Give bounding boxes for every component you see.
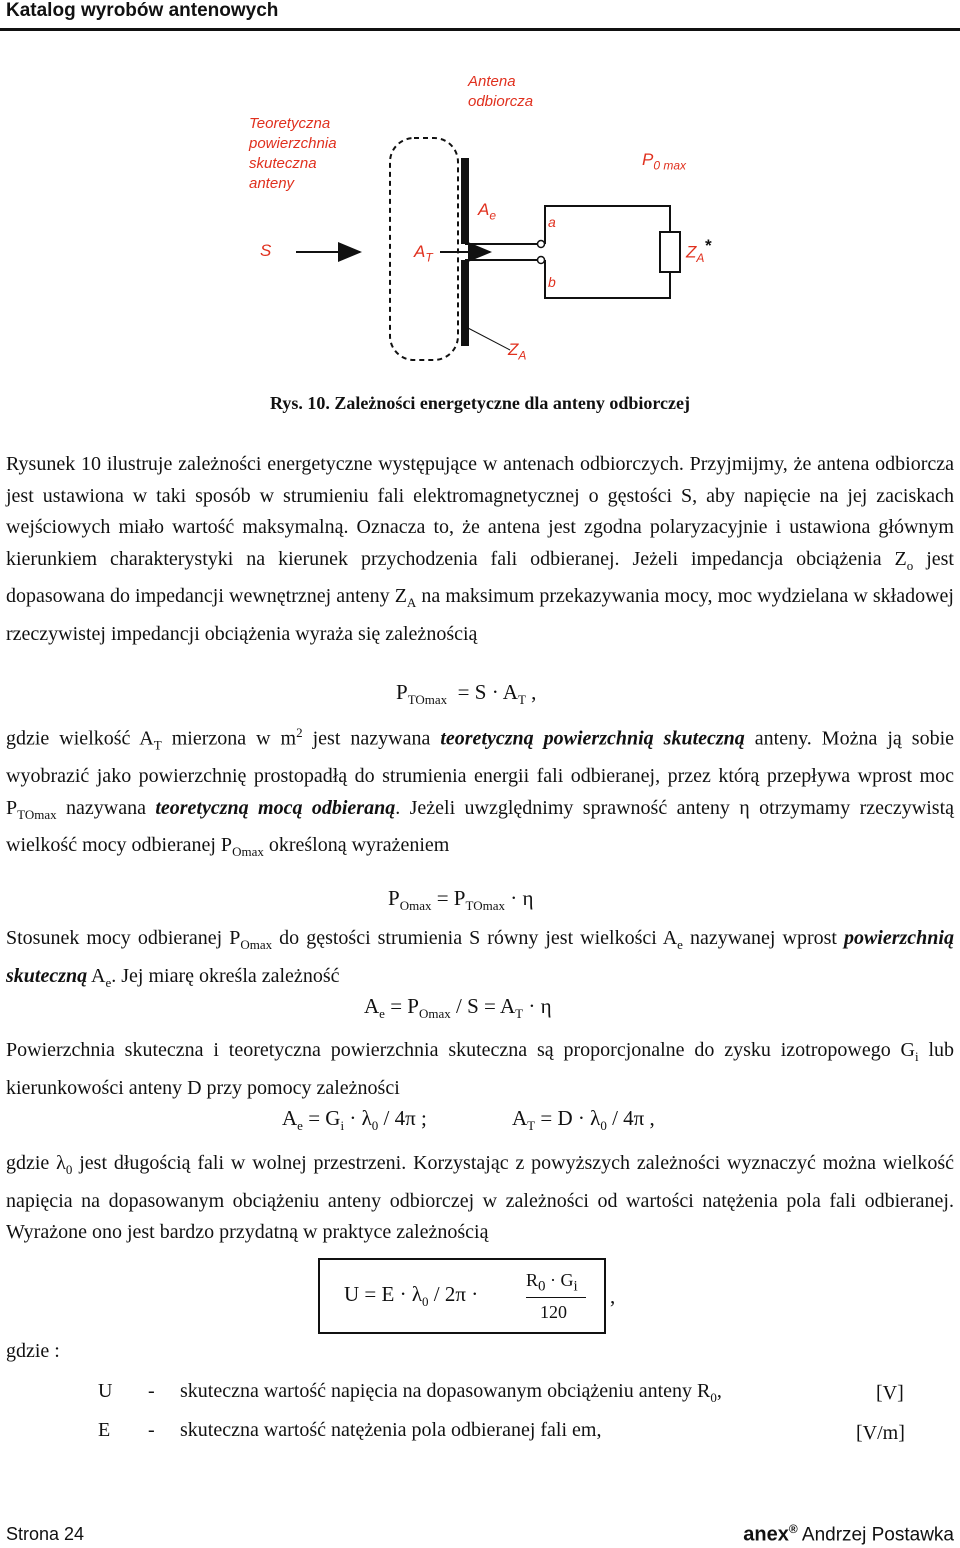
label-za: $Z_A$ [508, 340, 527, 363]
label-ae: $A_e$ [478, 200, 497, 223]
fraction-denominator: 120 [540, 1302, 567, 1322]
def-text-e: skuteczna wartość natężenia pola odbieranej fali em, [180, 1419, 602, 1441]
boxed-equation-u [318, 1258, 606, 1334]
brand-logo: anex [743, 1523, 789, 1546]
fraction-numerator: $R_0 \cdot G_i$ [526, 1270, 578, 1295]
equation-ptomax: $P_{TOmax} = S \cdot A_T$ , [396, 680, 537, 708]
figure-antenna-diagram [0, 60, 960, 380]
equation-u-lhs: $U = E \cdot \lambda_0 / 2\pi$ · [344, 1282, 479, 1310]
label-p0max: $P_{0 max}$ [642, 150, 687, 173]
terminal-b [538, 257, 545, 264]
header-title: Katalog wyrobów antenowych [6, 0, 279, 21]
def-unit-e: [V/m] [856, 1422, 905, 1444]
fraction-bar [526, 1297, 586, 1298]
author-name: Andrzej Postawka [797, 1524, 954, 1546]
header-rule [0, 28, 960, 31]
equation-ae: $A_e = P_{Omax} / S = A_T \cdot \eta$ [364, 994, 552, 1022]
equation-pomax: $P_{Omax} = P_{TOmax} \cdot \eta$ [388, 886, 534, 914]
def-unit-u: [V] [876, 1382, 904, 1404]
def-symbol-u: U [98, 1380, 113, 1402]
label-theoretical-surface: Teoretyczna powierzchnia skuteczna anteny [249, 115, 337, 192]
paragraph-1: Rysunek 10 ilustruje zależności energetyczne występujące w antenach odbiorczych. Przyjmijmy, że antena odbiorcza jest ustawiona w taki sposób w strumieniu fali elektromagnetycznej o gęstości S, aby napięcie na jej zaciskach wejściowych miało wartość maksymalną. Oznacza to, że antena jest zgodna polaryzacyjnie i ustawiona głównym kierunkiem charakterystyki na kierunek przychodzenia fali odbieranej. Jeżeli impedancja obciążenia $Z_o$ jest dopasowana do impedancji wewnętrznej anteny $Z_A$ na maksimum przekazywania mocy, moc wydzielana w składowej rzeczywistej impedancji obciążenia wyraża się zależnością [6, 453, 954, 645]
equation-ae-gi: $A_e = G_i \cdot \lambda_0 / 4\pi$ ; [282, 1106, 427, 1134]
paragraph-3: Stosunek mocy odbieranej $P_{Omax}$ do gęstości strumienia S równy jest wielkości $A_e$ nazywanej wprost powierzchnią skuteczną $A_e$. Jej miarę określa zależność [6, 927, 954, 990]
page-number: Strona 24 [6, 1524, 85, 1544]
label-at: $A_T$ [414, 242, 433, 265]
def-symbol-e: E [98, 1419, 111, 1441]
paragraph-2: gdzie wielkość $A_T$ mierzona w $m^2$ jest nazywana teoretyczną powierzchnią skuteczną anteny. Można ją sobie wyobrazić jako powierzchnię prostopadłą do strumienia energii fali odbieranej, przez którą przepływa wprost moc $P_{TOmax}$ nazywana teoretyczną mocą odbieraną. Jeżeli uwzględnimy sprawność anteny η otrzymamy rzeczywistą wielkość mocy odbieranej $P_{Omax}$ określoną wyrażeniem [6, 725, 954, 860]
def-dash-e: - [148, 1419, 155, 1441]
where-label: gdzie : [6, 1340, 60, 1362]
dipole-lower [461, 260, 469, 346]
paragraph-4: Powierzchnia skuteczna i teoretyczna powierzchnia skuteczna są proporcjonalne do zysku izotropowego $G_i$ lub kierunkowości anteny D przy pomocy zależności [6, 1039, 955, 1099]
label-receiving-antenna: Antena odbiorcza [468, 73, 534, 110]
label-terminal-b: b [548, 274, 556, 290]
figure-caption: Rys. 10. Zależności energetyczne dla anteny odbiorczej [270, 393, 690, 413]
equation-u-comma: , [610, 1284, 616, 1308]
def-text-u: skuteczna wartość napięcia na dopasowanym obciążeniu anteny $R_0$, [180, 1380, 722, 1405]
terminal-a [538, 241, 545, 248]
def-dash-u: - [148, 1380, 155, 1402]
page-header [0, 0, 960, 34]
equation-at-d: $A_T = D \cdot \lambda_0 / 4\pi$ , [512, 1106, 655, 1134]
load-resistor [660, 232, 680, 272]
footer-brand: anex® Andrzej Postawka [743, 1522, 954, 1546]
label-za-star: $Z_A^*$ [686, 236, 712, 266]
label-s: S [260, 241, 272, 260]
label-terminal-a: a [548, 214, 556, 230]
dipole-upper [461, 158, 469, 244]
paragraph-5: gdzie $\lambda_0$ jest długością fali w wolnej przestrzeni. Korzystając z powyższych zależności wyznaczyć można wielkość napięcia na dopasowanym obciążeniu anteny odbiorczej w zależności od wartości natężenia pola fali odbieranej. Wyrażone ono jest bardzo przydatną w praktyce zależnością [6, 1152, 954, 1243]
